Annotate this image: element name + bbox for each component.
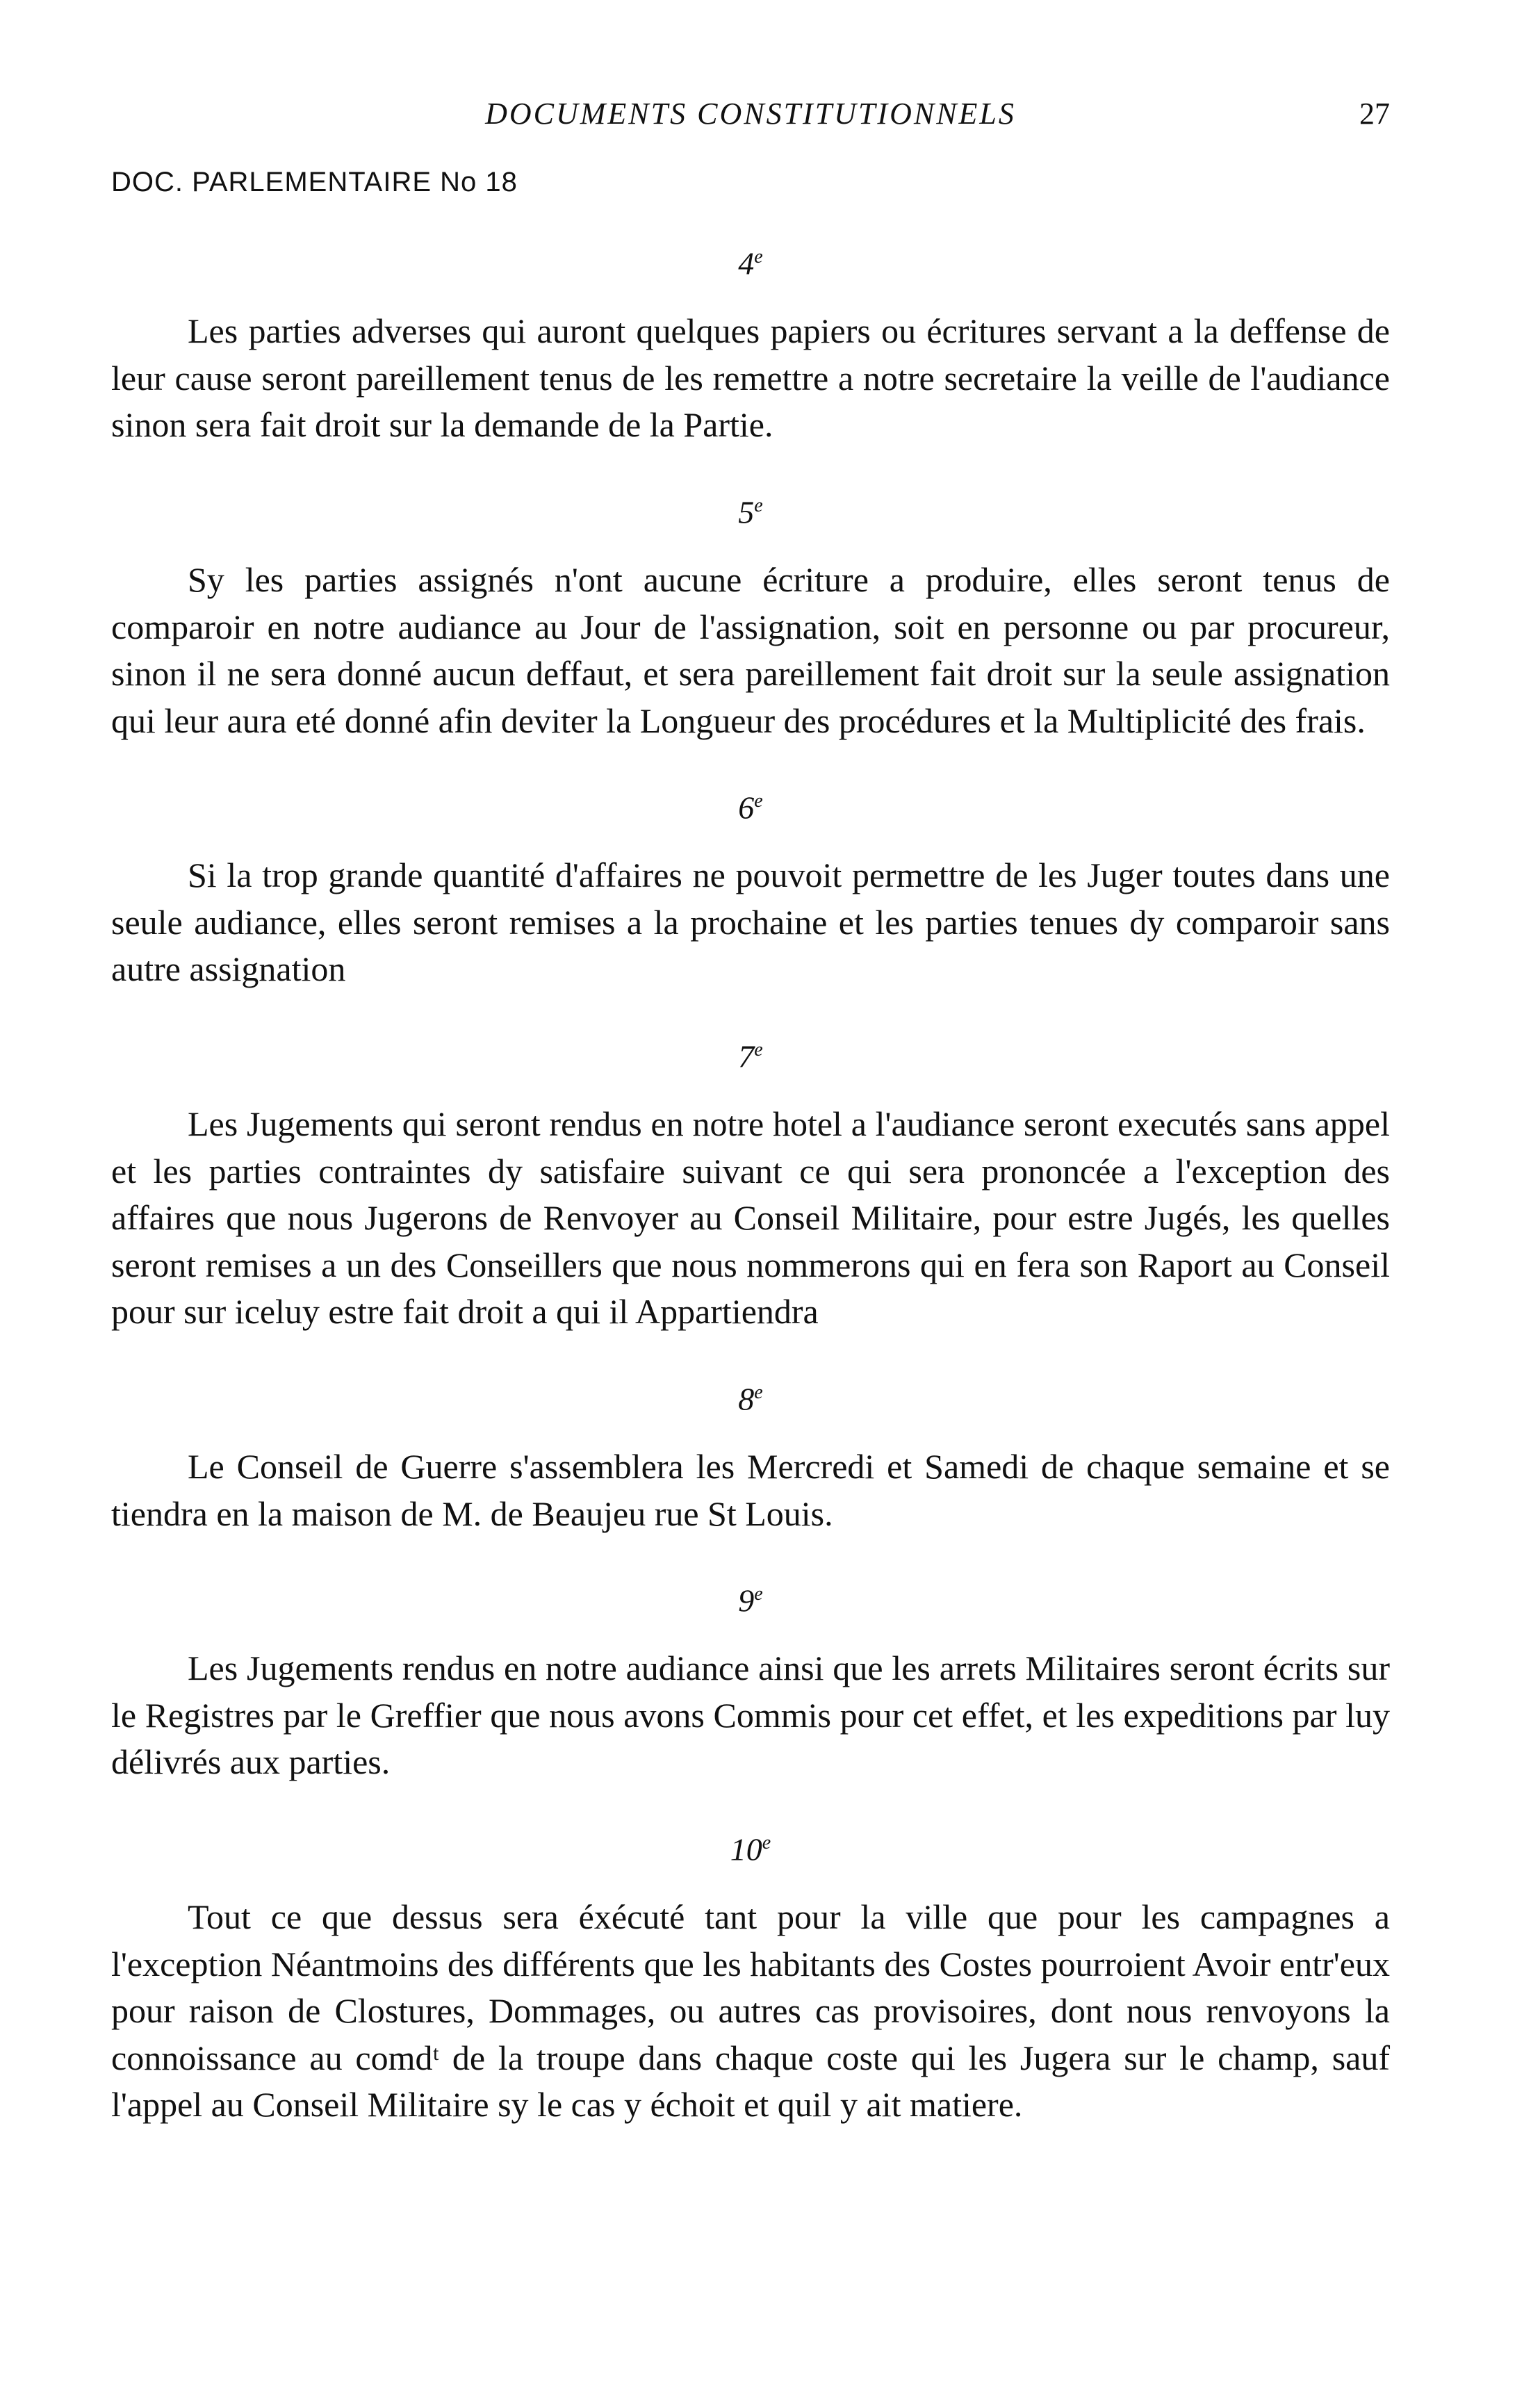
article-number: 4 bbox=[738, 245, 755, 281]
page-number: 27 bbox=[1359, 97, 1390, 131]
article-text: Si la trop grande quantité d'affaires ne pouvoit permettre de les Juger toutes dans une seule audiance, elles seront remises a la prochaine et les parties tenues dy comparoir sans autre assignation bbox=[111, 856, 1390, 989]
document-reference: DOC. PARLEMENTAIRE No 18 bbox=[111, 167, 518, 197]
article-text: Les Jugements qui seront rendus en notre hotel a l'audiance seront executés sans appel et les parties contraintes dy satisfaire suivant ce qui sera prononcée a l'exception des affaires que nous Jugerons de Renvoyer au Conseil Militaire, pour estre Jugés, les quelles seront remises a un des Conseillers que nous nommerons qui en fera son Raport au Conseil pour sur iceluy estre fait droit a qui il Appartiendra bbox=[111, 1104, 1390, 1332]
article-number: 9 bbox=[738, 1582, 755, 1619]
article-number-suffix: e bbox=[754, 1583, 763, 1605]
article-heading bbox=[111, 236, 1390, 284]
article-number: 5 bbox=[738, 494, 755, 530]
article-9 bbox=[111, 1573, 1390, 1786]
article-number: 10 bbox=[730, 1831, 762, 1867]
article-5 bbox=[111, 485, 1390, 744]
article-text: Les Jugements rendus en notre audiance ainsi que les arrets Militaires seront écrits sur le Registres par le Greffier que nous avons Commis pour cet effet, et les expeditions par luy délivrés aux parties. bbox=[111, 1649, 1390, 1782]
articles bbox=[111, 222, 1390, 2165]
article-heading bbox=[111, 1573, 1390, 1621]
article-number-suffix: e bbox=[754, 494, 763, 516]
article-text: Les parties adverses qui auront quelques papiers ou écritures servant a la deffense de leur cause seront pareillement tenus de les remettre a notre secretaire la veille de l'audiance sinon sera fait droit sur la demande de la Partie. bbox=[111, 311, 1390, 445]
article-7 bbox=[111, 1029, 1390, 1336]
article-number: 7 bbox=[738, 1038, 755, 1074]
article-heading bbox=[111, 1822, 1390, 1870]
article-text: Le Conseil de Guerre s'assemblera les Mercredi et Samedi de chaque semaine et se tiendra en la maison de M. de Beaujeu rue St Louis. bbox=[111, 1447, 1390, 1533]
article-6 bbox=[111, 780, 1390, 993]
article-heading bbox=[111, 1372, 1390, 1420]
article-8 bbox=[111, 1372, 1390, 1537]
article-number-suffix: e bbox=[754, 1381, 763, 1403]
article-text: Sy les parties assignés n'ont aucune écriture a produire, elles seront tenus de comparoir en notre audiance au Jour de l'assignation, soit en personne ou par procureur, sinon il ne sera donné aucun deffaut, et sera pareillement fait droit sur la seule assignation qui leur aura eté donné afin deviter la Longueur des procédures et la Multiplicité des frais. bbox=[111, 560, 1390, 740]
article-number-suffix: e bbox=[762, 1831, 771, 1854]
article-heading bbox=[111, 780, 1390, 828]
article-number: 8 bbox=[738, 1381, 755, 1417]
article-heading bbox=[111, 485, 1390, 533]
article-number-suffix: e bbox=[754, 1038, 763, 1061]
article-number-suffix: e bbox=[754, 246, 763, 268]
article-10 bbox=[111, 1822, 1390, 2129]
article-number: 6 bbox=[738, 790, 755, 826]
article-heading bbox=[111, 1029, 1390, 1077]
document-page bbox=[111, 0, 1390, 2397]
article-number-suffix: e bbox=[754, 790, 763, 812]
running-head bbox=[111, 96, 1390, 138]
article-4 bbox=[111, 236, 1390, 449]
running-title: DOCUMENTS CONSTITUTIONNELS bbox=[485, 97, 1016, 131]
article-text: Tout ce que dessus sera éxécuté tant pour la ville que pour les campagnes a l'exception Néantmoins des différents que les habitants des Costes pourroient Avoir entr'eux pour raison de Clostures, Dommages, ou autres cas provisoires, dont nous renvoyons la connoissance au comdᵗ de la troupe dans chaque coste qui les Jugera sur le champ, sauf l'appel au Conseil Militaire sy le cas y échoit et quil y ait matiere. bbox=[111, 1897, 1390, 2125]
